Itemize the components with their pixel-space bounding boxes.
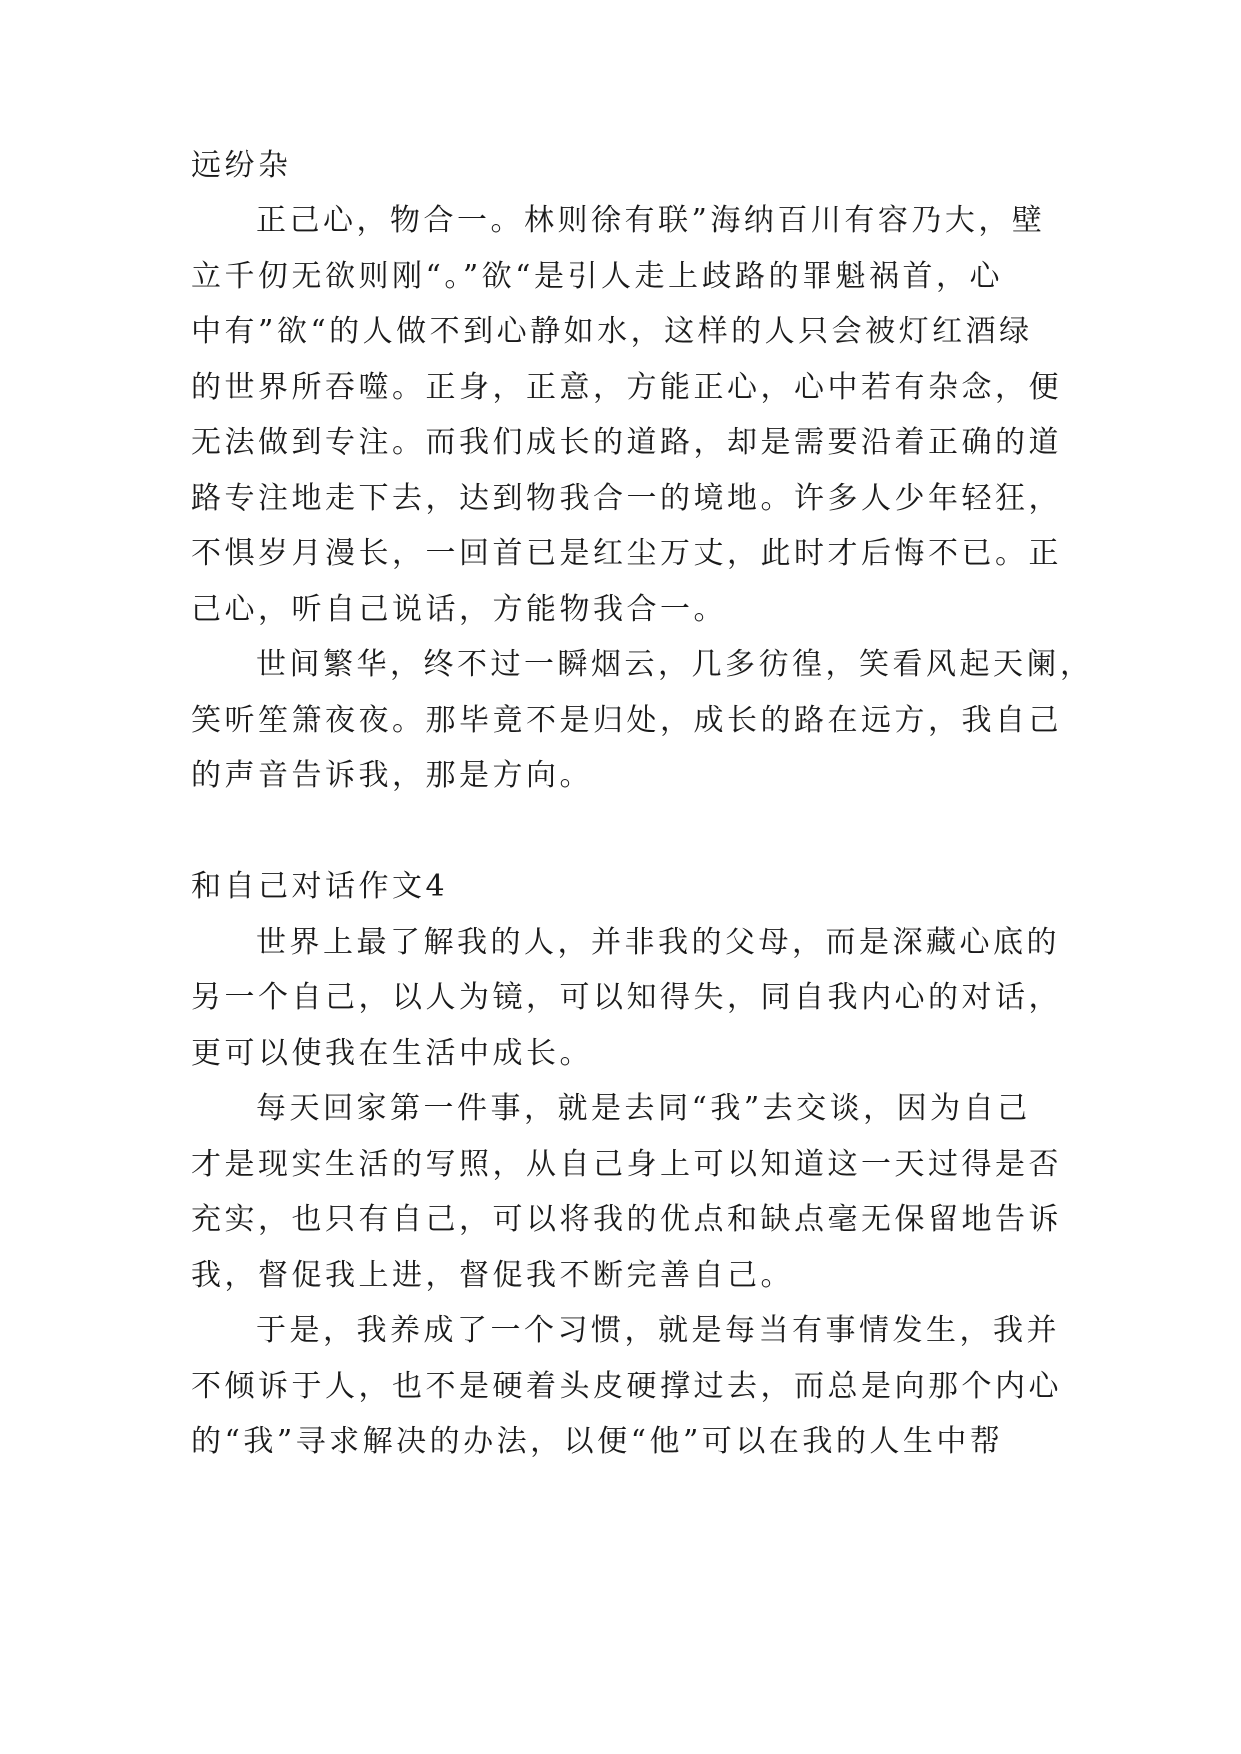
paragraph-start-line: 于是，我养成了一个习惯，就是每当有事情发生，我并 (256, 1313, 1060, 1348)
text-line-16: 更可以使我在生活中成长。 (191, 1036, 593, 1071)
text-line-19: 充实，也只有自己，可以将我的优点和缺点毫无保留地告诉 (191, 1202, 1062, 1237)
text-line-5: 的世界所吞噬。正身，正意，方能正心，心中若有杂念，便 (191, 370, 1062, 405)
text-line-23: 的“我”寻求解决的办法，以便“他”可以在我的人生中帮 (191, 1424, 1004, 1459)
paragraph-start-line: 正己心，物合一。林则徐有联”海纳百川有容乃大，壁 (256, 203, 1046, 238)
text-line-7: 路专注地走下去，达到物我合一的境地。许多人少年轻狂， (191, 481, 1062, 516)
text-line-15: 另一个自己，以人为镜，可以知得失，同自我内心的对话， (191, 980, 1062, 1015)
text-line-1: 远纷杂 (191, 148, 292, 183)
text-line-22: 不倾诉于人，也不是硬着头皮硬撑过去，而总是向那个内心 (191, 1369, 1062, 1404)
text-line-6: 无法做到专注。而我们成长的道路，却是需要沿着正确的道 (191, 425, 1062, 460)
text-line-3: 立千仞无欲则刚“。”欲“是引人走上歧路的罪魁祸首，心 (191, 259, 1004, 294)
paragraph-start-line: 世间繁华，终不过一瞬烟云，几多彷徨，笑看风起天阑， (256, 647, 1094, 682)
text-line-12: 的声音告诉我，那是方向。 (191, 758, 593, 793)
section-heading: 和自己对话作文4 (191, 869, 449, 904)
text-line-18: 才是现实生活的写照，从自己身上可以知道这一天过得是否 (191, 1147, 1062, 1182)
text-line-4: 中有”欲“的人做不到心静如水，这样的人只会被灯红酒绿 (191, 314, 1033, 349)
paragraph-start-line: 世界上最了解我的人，并非我的父母，而是深藏心底的 (256, 925, 1060, 960)
text-line-20: 我，督促我上进，督促我不断完善自己。 (191, 1258, 794, 1293)
text-line-9: 己心，听自己说话，方能物我合一。 (191, 592, 727, 627)
paragraph-start-line: 每天回家第一件事，就是去同“我”去交谈，因为自己 (256, 1091, 1031, 1126)
text-line-8: 不惧岁月漫长，一回首已是红尘万丈，此时才后悔不已。正 (191, 536, 1062, 571)
text-line-11: 笑听笙箫夜夜。那毕竟不是归处，成长的路在远方，我自己 (191, 703, 1062, 738)
